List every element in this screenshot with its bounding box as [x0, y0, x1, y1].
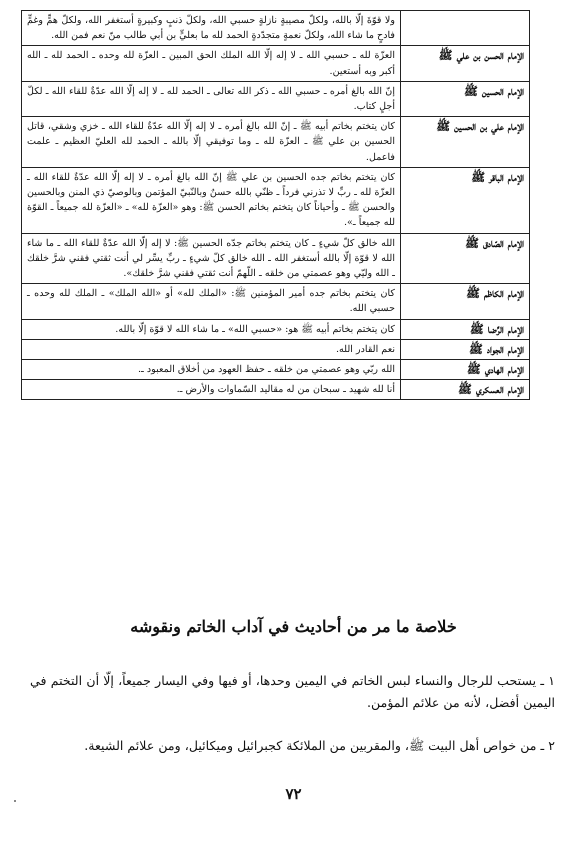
table-row	[22, 233, 530, 284]
ring-inscription-cell: إنّ الله بالغ أمره ـ حسبي الله ـ ذكر الله تعالى ـ الحمد لله ـ لا إله إلّا الله عدّةٌ للقاء الله ـ لكلّ أجلٍ كتاب.	[22, 81, 401, 116]
table-row	[22, 319, 530, 339]
imam-name-cell: الإمام الجواد ﷺ	[401, 339, 530, 359]
imam-name-cell: الإمام علي بن الحسين ﷺ	[401, 117, 530, 168]
table-row	[22, 284, 530, 319]
summary-paragraph-1: ١ ـ يستحب للرجال والنساء لبس الخاتم في اليمين وحدها، أو فيها وفي اليسار جميعاً، إلّا أن التختم في اليمين أفضل، لأنه من علائم المؤمن.	[30, 672, 555, 710]
ring-inscription-cell: كان يتختم بخاتم جده الحسين بن علي ﷺ إنّ الله بالغ أمره ـ لا إله إلّا الله عدّةٌ للقاء الله ـ العزّة لله ـ ربِّ لا تذرني فرداً ـ ظنّي بالله حسنٌ وبالنّبيّ المؤتمن وبالوصيّ ذي المنن وبالحسين والحسن ﷺ ـ وأحياناً كان يتختم بخاتم الحسن ﷺ: وهو «العزّة لله» ـ «العزّة لله جميعاً ـ القوّة لله جميعاً ـ».	[22, 167, 401, 233]
imam-name-cell: الإمام الصّادق ﷺ	[401, 233, 530, 284]
table-row	[22, 360, 530, 380]
imam-name-cell: الإمام الرِّضا ﷺ	[401, 319, 530, 339]
imam-name-cell: الإمام الكاظم ﷺ	[401, 284, 530, 319]
table-row	[22, 167, 530, 233]
ring-inscription-cell: كان يتختم بخاتم أبيه ﷺ ـ إنّ الله بالغ أمره ـ لا إله إلّا الله عدّةٌ للقاء الله ـ خزي وشقي، قاتل الحسين بن علي ﷺ ـ العزّة لله ـ وما توفيقي إلّا بالله ـ الحمد لله العليّ العظيم ـ علمت فاعمل.	[22, 117, 401, 168]
ring-inscription-cell: أنا لله شهيد ـ سبحان من له مقاليد السّماوات والأرض ـ.	[22, 380, 401, 400]
imams-rings-table	[21, 10, 530, 400]
ring-inscription-cell: العزّة لله ـ حسبي الله ـ لا إله إلّا الله الملك الحق المبين ـ العزّة لله وحده ـ الحمد لله ـ الله أكبر وبه أستعين.	[22, 46, 401, 81]
ring-inscription-cell: كان يتختم بخاتم جده أمير المؤمنين ﷺ: «الملك لله» أو «الله الملك» ـ الملك لله وحده ـ حسبي الله.	[22, 284, 401, 319]
imam-name-cell: الإمام الحسن بن علي ﷺ	[401, 46, 530, 81]
ring-inscription-cell: الله ربّي وهو عصمتي من خلقه ـ حفظ العهود من أخلاق المعبود ـ.	[22, 360, 401, 380]
table-row	[22, 380, 530, 400]
section-heading: خلاصة ما مر من أحاديث في آداب الخاتم ونقوشه	[130, 617, 457, 636]
table-row	[22, 339, 530, 359]
margin-mark	[14, 800, 16, 802]
imam-name-cell: الإمام الحسين ﷺ	[401, 81, 530, 116]
imam-name-cell	[401, 11, 530, 46]
ring-inscription-cell: نعم القادر الله.	[22, 339, 401, 359]
imam-name-cell: الإمام العسكري ﷺ	[401, 380, 530, 400]
imam-name-cell: الإمام الهادي ﷺ	[401, 360, 530, 380]
table-row	[22, 11, 530, 46]
table-row	[22, 46, 530, 81]
ring-inscription-cell: ولا قوّةَ إلّا بالله، ولكلّ مصيبةٍ نازلةٍ حسبي الله، ولكلّ ذنبٍ وكبيرةٍ أستغفر الله، ولكلّ همٍّ وغمٍّ فادحٍ ما شاء الله، ولكلّ نعمةٍ متجدّدةٍ الحمد لله ما بعليٍّ بن أبي طالب منّ نعم فمن الله.	[22, 11, 401, 46]
page-number: ٧٢	[285, 785, 302, 803]
ring-inscription-cell: الله خالق كلّ شيءٍ ـ كان يتختم بخاتم جدّه الحسين ﷺ: لا إله إلّا الله عدّةٌ للقاء الله ـ ما شاء الله لا قوّة إلّا بالله أستغفر الله ـ الله خالق كلّ شيءٍ ـ ربِّ يسِّر لي أنت ثقتي فقني شرَّ خلقك ـ الله وليّي وهو عصمتي من خلقه ـ اللّهمّ أنت ثقتي فقني شرَّ خلقك».	[22, 233, 401, 284]
table-row	[22, 117, 530, 168]
table-row	[22, 81, 530, 116]
imam-name-cell: الإمام الباقر ﷺ	[401, 167, 530, 233]
ring-inscription-cell: كان يتختم بخاتم أبيه ﷺ هو: «حسبي الله» ـ ما شاء الله لا قوّة إلّا بالله.	[22, 319, 401, 339]
summary-paragraph-2: ٢ ـ من خواص أهل البيت ﷺ، والمقربين من الملائكة كجبرائيل وميكائيل، ومن علائم الشيعة.	[84, 737, 555, 753]
